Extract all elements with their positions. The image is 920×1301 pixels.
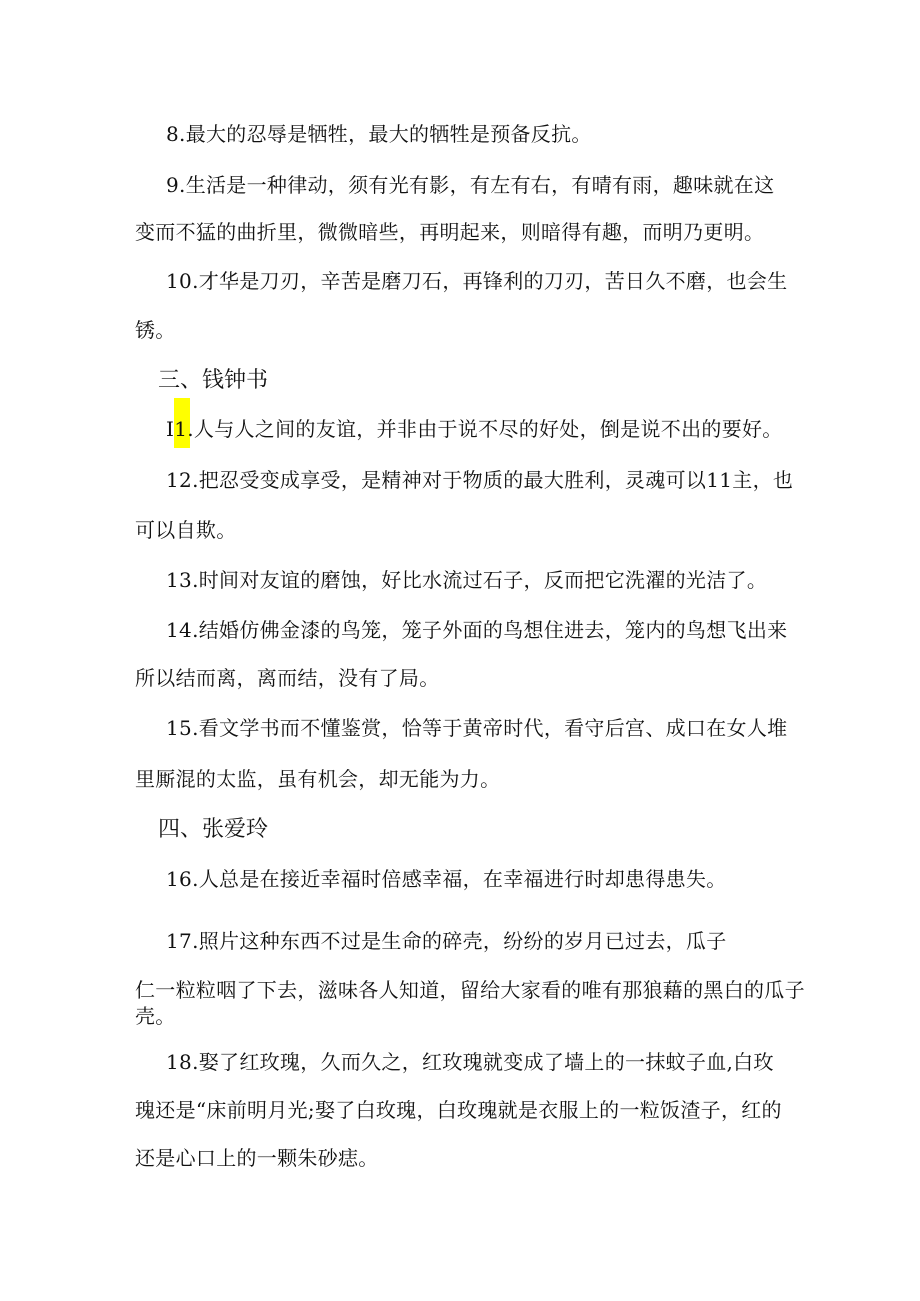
item-text: .生活是一种律动，须有光有影，有左有右，有晴有雨，趣味就在这: [179, 173, 775, 197]
item-number: 16: [166, 867, 193, 891]
item-18-line-1: [166, 1049, 774, 1075]
item-text: .人与人之间的友谊，并非由于说不尽的好处，倒是说不出的要好。: [187, 417, 783, 441]
section-heading-zhang-ailing: 四、张爱玲: [158, 817, 269, 842]
item-text: .时间对友谊的磨蚀，好比水流过石子，反而把它洗濯的光洁了。: [192, 568, 768, 592]
item-10-line-2: 锈。: [135, 318, 176, 342]
item-text: .娶了红玫瑰，久而久之，红玫瑰就变成了墙上的一抹蚊子血,白玫: [192, 1050, 774, 1074]
item-text: .最大的忍辱是牺牲，最大的牺牲是预备反抗。: [179, 122, 592, 146]
item-number: 15: [166, 716, 193, 740]
item-18-line-2: 瑰还是“床前明月光;娶了白玫瑰，白玫瑰就是衣服上的一粒饭渣子，红的: [135, 1098, 782, 1122]
item-number: 8: [166, 122, 180, 146]
item-14-line-2: 所以结而离，离而结，没有了局。: [135, 666, 440, 690]
item-13-line-1: [166, 567, 767, 593]
item-number: 18: [166, 1050, 193, 1074]
item-number: 13: [166, 568, 193, 592]
item-number: 17: [166, 929, 193, 953]
item-18-line-3: 还是心口上的一颗朱砂痣。: [135, 1146, 379, 1170]
item-17-line-3: 壳。: [135, 1004, 176, 1028]
item-15-line-1: [166, 715, 787, 741]
item-17-line-2: 仁一粒粒咽了下去，滋味各人知道，留给大家看的唯有那狼藉的黑白的瓜子: [135, 978, 805, 1002]
item-9-line-1: [166, 172, 774, 198]
item-15-line-2: 里厮混的太监，虽有机会，却无能为力。: [135, 767, 501, 791]
item-text: .才华是刀刃，辛苦是磨刀石，再锋利的刀刃，苦日久不磨，也会生: [192, 269, 788, 293]
item-10-line-1: [166, 268, 787, 294]
item-14-line-1: [166, 617, 787, 643]
section-heading-qian-zhongshu: 三、钱钟书: [158, 368, 269, 393]
item-9-line-2: 变而不猛的曲折里，微微暗些，再明起来，则暗得有趣，而明乃更明。: [135, 220, 765, 244]
item-text: .结婚仿佛金漆的鸟笼，笼子外面的鸟想住进去，笼内的鸟想飞出来: [192, 618, 788, 642]
item-12-line-1: [166, 467, 793, 493]
item-number: I1: [166, 417, 188, 441]
item-number: 12: [166, 468, 193, 492]
item-17-line-1: [166, 928, 727, 954]
item-12-line-2: 可以自欺。: [135, 518, 237, 542]
item-text: .人总是在接近幸福时倍感幸福，在幸福进行时却患得患失。: [192, 867, 727, 891]
item-number: 9: [166, 173, 180, 197]
item-number: 10: [166, 269, 193, 293]
item-number: 14: [166, 618, 193, 642]
item-11-line-1: [166, 416, 783, 442]
item-text: .看文学书而不懂鉴赏，恰等于黄帝时代，看守后宫、成口在女人堆: [192, 716, 788, 740]
item-16-line-1: [166, 866, 727, 892]
item-8-line-1: [166, 121, 592, 147]
item-text: .照片这种东西不过是生命的碎壳，纷纷的岁月已过去，瓜子: [192, 929, 727, 953]
item-text: .把忍受变成享受，是精神对于物质的最大胜利，灵魂可以11主，也: [192, 468, 794, 492]
